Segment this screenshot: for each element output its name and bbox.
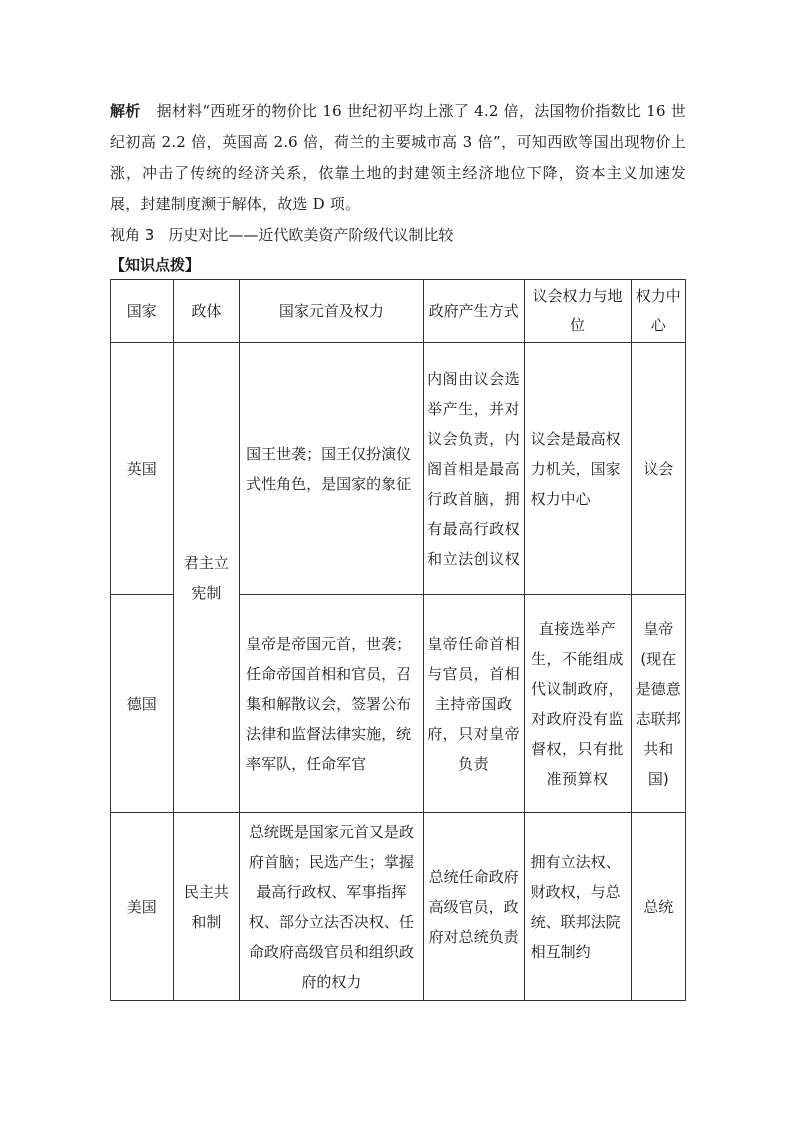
table-row-usa bbox=[111, 813, 686, 1001]
country-cell: 德国 bbox=[111, 595, 174, 813]
parliament-cell: 直接选举产生，不能组成代议制政府，对政府没有监督权，只有批准预算权 bbox=[524, 595, 631, 813]
view-number: 视角 3 bbox=[110, 226, 155, 244]
header-power-center: 权力中心 bbox=[631, 280, 686, 343]
power-center-cell: 议会 bbox=[631, 343, 686, 595]
power-center-cell: 总统 bbox=[631, 813, 686, 1001]
header-country: 国家 bbox=[111, 280, 174, 343]
header-head-of-state: 国家元首及权力 bbox=[240, 280, 424, 343]
analysis-text: 据材料“西班牙的物价比 16 世纪初平均上涨了 4.2 倍，法国物价指数比 16 世纪初高 2.2 倍，英国高 2.6 倍，荷兰的主要城市高 3 倍”，可知西欧等国出现物价上涨，冲击了传统的经济关系，依靠土地的封建领主经济地位下降，资本主义加速发展，封建制度濒于解体，故选 D 项。 bbox=[110, 102, 686, 213]
view-heading bbox=[110, 220, 686, 251]
government-cell: 总统任命政府高级官员，政府对总统负责 bbox=[423, 813, 524, 1001]
polity-cell-monarchy: 君主立宪制 bbox=[173, 343, 240, 813]
page-content bbox=[110, 96, 686, 1001]
power-center-cell: 皇帝(现在是德意志联邦共和国) bbox=[631, 595, 686, 813]
polity-cell-republic: 民主共和制 bbox=[173, 813, 240, 1001]
government-cell: 皇帝任命首相与官员，首相主持帝国政府，只对皇帝负责 bbox=[423, 595, 524, 813]
header-government: 政府产生方式 bbox=[423, 280, 524, 343]
table-header-row bbox=[111, 280, 686, 343]
parliament-cell: 议会是最高权力机关，国家权力中心 bbox=[524, 343, 631, 595]
head-of-state-cell: 总统既是国家元首又是政府首脑；民选产生；掌握最高行政权、军事指挥权、部分立法否决权、任命政府高级官员和组织政府的权力 bbox=[240, 813, 424, 1001]
country-cell: 美国 bbox=[111, 813, 174, 1001]
comparison-table bbox=[110, 279, 686, 1001]
head-of-state-cell: 皇帝是帝国元首，世袭；任命帝国首相和官员，召集和解散议会，签署公布法律和监督法律实施，统率军队，任命军官 bbox=[240, 595, 424, 813]
analysis-paragraph bbox=[110, 96, 686, 220]
table-row-uk bbox=[111, 343, 686, 595]
head-of-state-cell: 国王世袭；国王仅扮演仪式性角色，是国家的象征 bbox=[240, 343, 424, 595]
view-title: 历史对比——近代欧美资产阶级代议制比较 bbox=[168, 226, 454, 244]
knowledge-label: 【知识点拨】 bbox=[110, 256, 201, 274]
header-polity: 政体 bbox=[173, 280, 240, 343]
government-cell: 内阁由议会选举产生，并对议会负责，内阁首相是最高行政首脑，拥有最高行政权和立法创议权 bbox=[423, 343, 524, 595]
country-cell: 英国 bbox=[111, 343, 174, 595]
analysis-label: 解析 bbox=[110, 102, 141, 120]
header-parliament: 议会权力与地位 bbox=[524, 280, 631, 343]
parliament-cell: 拥有立法权、财政权，与总统、联邦法院相互制约 bbox=[524, 813, 631, 1001]
